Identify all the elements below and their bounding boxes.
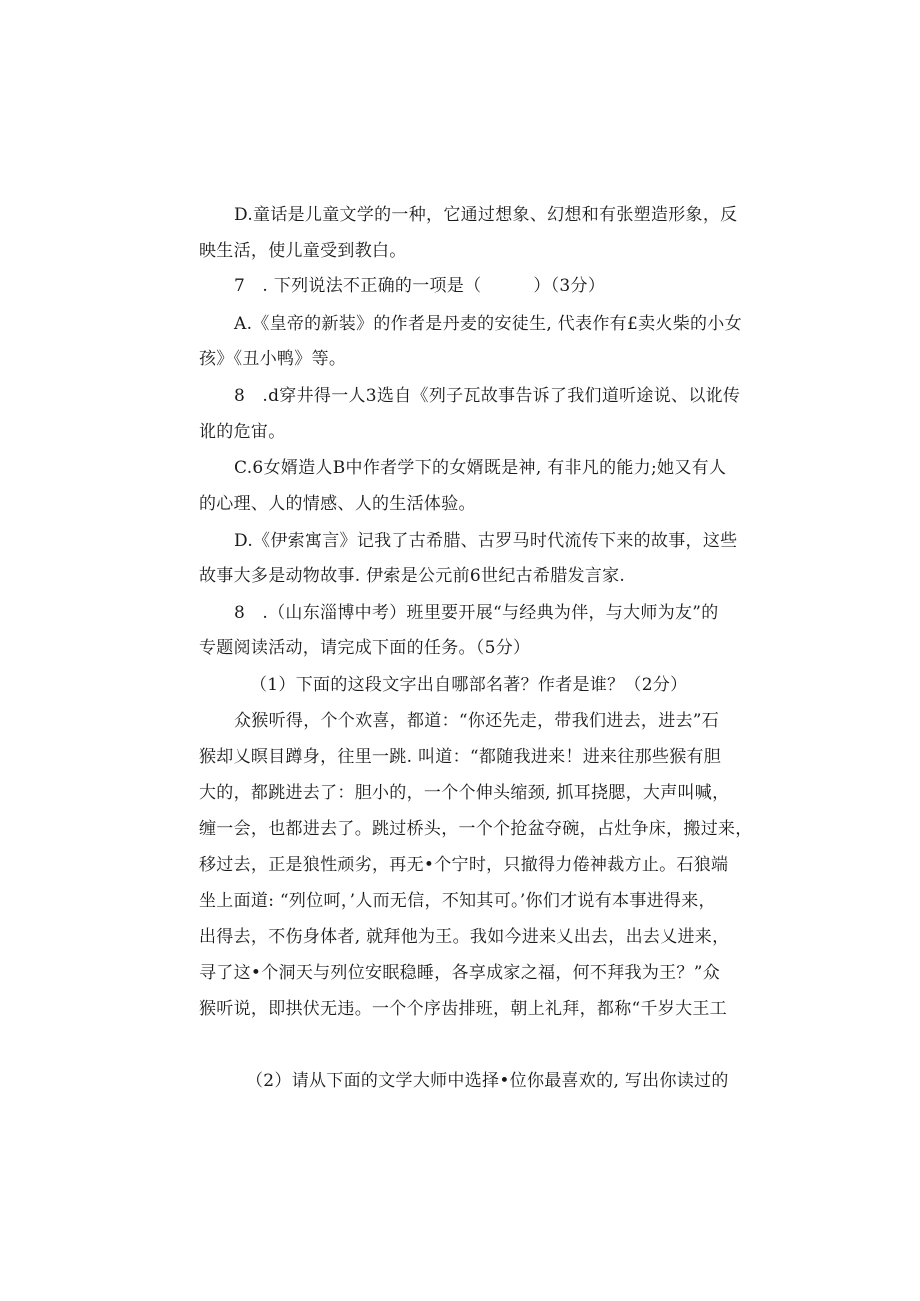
text-line: 专题阅读活动，请完成下面的任务。（5分） [199, 638, 531, 658]
question-8-heading: 8 .（山东淄博中考）班里要开展“与经典为伴，与大师为友”的 [234, 603, 719, 623]
text-line: 孩》《丑小鸭》等。 [199, 349, 347, 369]
passage-line: 坐上面道: “列位呵，’人而无信，不知其可。’你们才说有本事进得来， [199, 891, 716, 911]
passage-line: 缠一会，也都进去了。跳过桥头，一个个抢盆夺碗，占灶争床，搬过来， [199, 819, 753, 839]
text-line: 的心理、人的情感、人的生活体验。 [199, 494, 476, 514]
option-d: D.《伊索寓言》记我了古希腊、古罗马时代流传下来的故事，这些 [234, 531, 738, 551]
text-line: 映生活，使儿童受到教白。 [199, 241, 407, 261]
sub-question-1: （1）下面的这段文字出自哪部名著？作者是谁？（2分） [250, 675, 688, 695]
passage-line: 移过去，正是狼性顽劣，再无•个宁时，只撤得力倦神裁方止。石狼端 [199, 855, 729, 875]
text-line: 故事大多是动物故事. 伊索是公元前6世纪古希腊发言家. [199, 566, 626, 586]
text-line: D.童话是儿童文学的一种，它通过想象、幻想和有张塑造形象，反 [234, 205, 738, 225]
passage-line: 猴听说，即拱伏无违。一个个序齿排班，朝上礼拜，都称“千岁大王工 [199, 999, 727, 1019]
option-a: A.《皇帝的新装》的作者是丹麦的安徒生, 代表作有£卖火柴的小女 [234, 314, 742, 334]
option-b: 8 .d穿井得一人3选自《列子瓦故事告诉了我们道听途说、以讹传 [234, 386, 741, 406]
passage-line: 大的，都跳进去了：胆小的，一个个伸头缩颈, 抓耳挠腮，大声叫喊， [199, 783, 730, 803]
option-c: C.6女婿造人B中作者学下的女婿既是神, 有非凡的能力;她又有人 [234, 458, 727, 478]
passage-line: 寻了这•个洞天与列位安眠稳睡，各享成家之福，何不拜我为王？”众 [199, 963, 721, 983]
text-line: 讹的危宙。 [199, 422, 286, 442]
question-7-heading: 7 . 下列说法不正确的一项是（ ）（3分） [234, 276, 606, 296]
passage-line: 众猴听得，个个欢喜，都道：“你还先走，带我们进去，进去”石 [234, 711, 720, 731]
passage-line: 出得去，不伤身体者, 就拜他为王。我如今进来乂出去，出去乂进来， [199, 927, 730, 947]
passage-line: 猴却乂暝目蹲身，往里一跳. 叫道：“都随我进来！进来往那些猴有胆 [199, 747, 722, 767]
sub-question-2: （2）请从下面的文学大师中选择•位你最喜欢的, 写出你读过的 [246, 1071, 729, 1091]
